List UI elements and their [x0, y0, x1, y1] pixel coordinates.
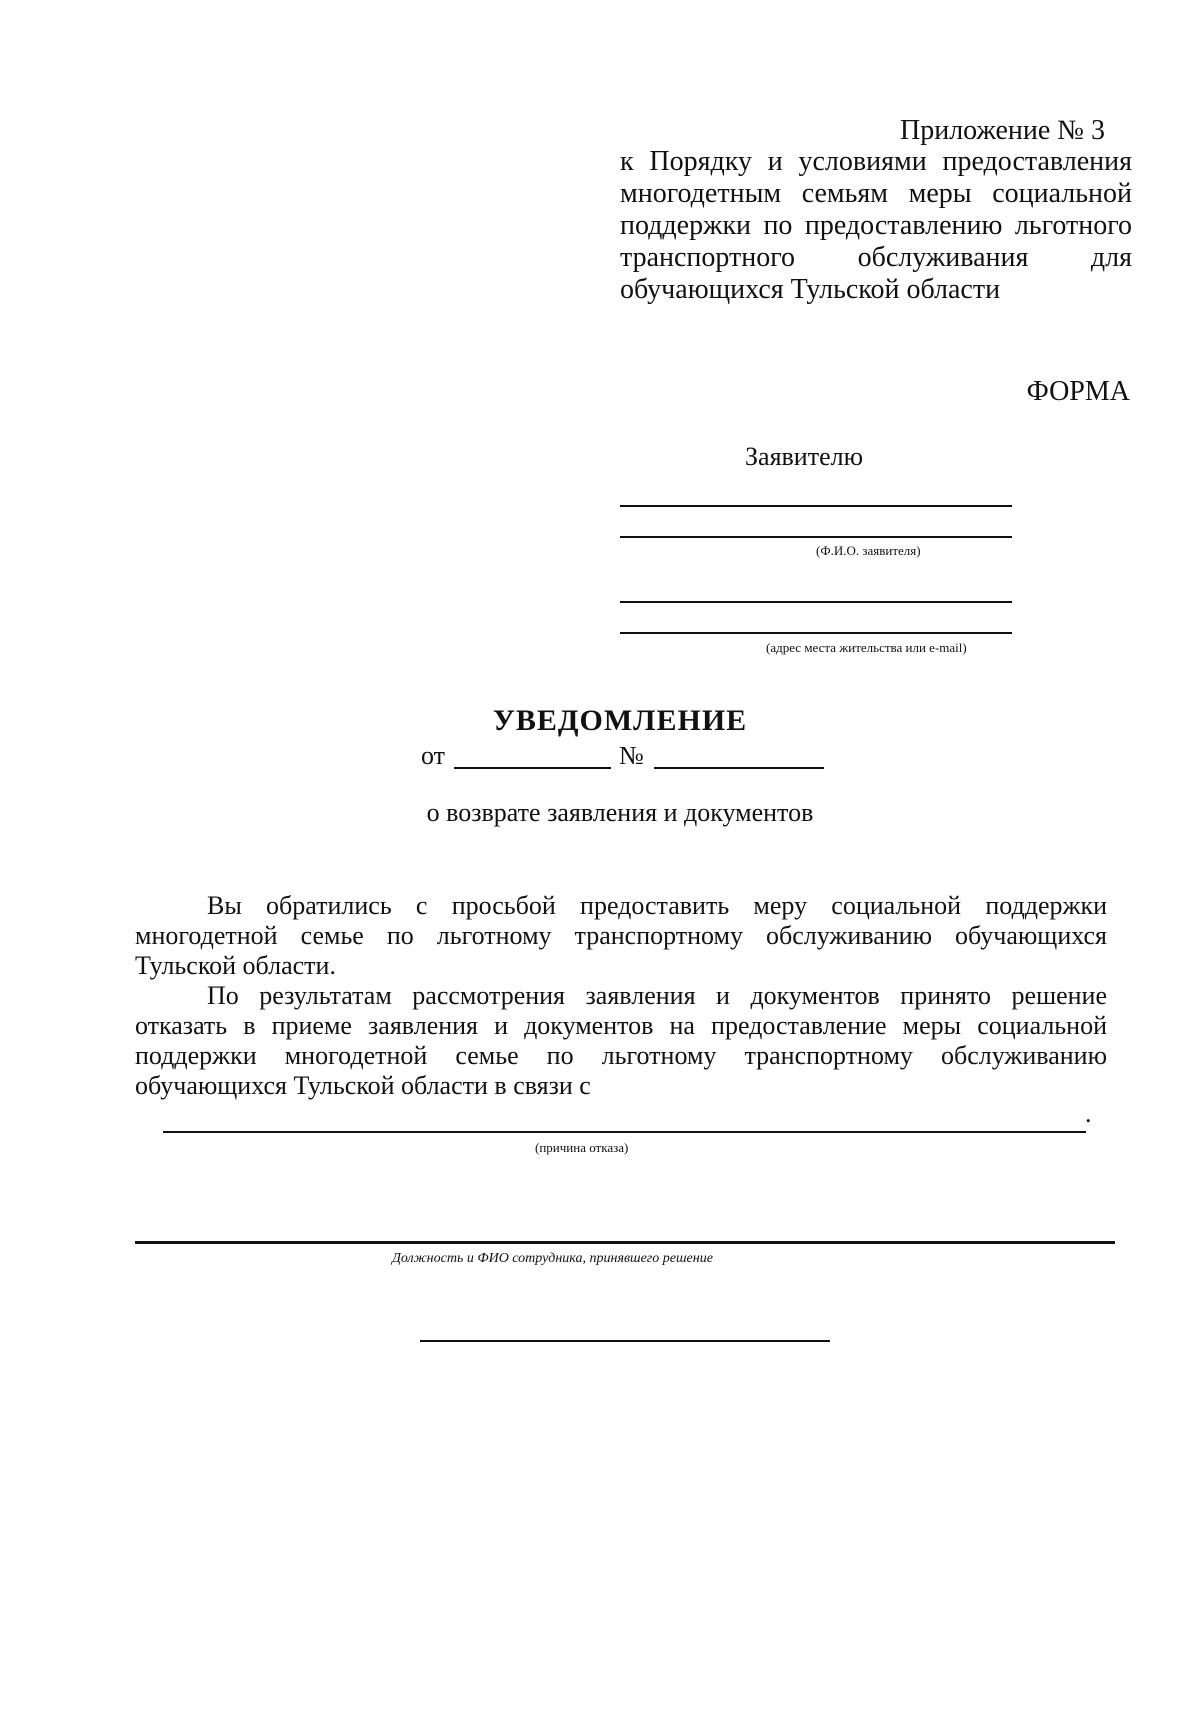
notice-body	[135, 891, 1107, 1101]
notice-subject: о возврате заявления и документов	[426, 798, 814, 827]
employee-position-caption: Должность и ФИО сотрудника, принявшего решение	[392, 1251, 713, 1266]
notice-number-label: №	[619, 741, 644, 770]
recipient-address-line-2[interactable]	[620, 632, 1012, 634]
address-caption: (адрес места жительства или e-mail)	[766, 640, 967, 655]
fio-caption: (Ф.И.О. заявителя)	[816, 543, 921, 558]
body-paragraph-1: Вы обратились с просьбой предоставить меру социальной поддержки многодетной семье по льготному транспортному обслуживанию обучающихся Тульской области.	[135, 891, 1107, 980]
notice-date-line[interactable]	[454, 767, 611, 769]
signature-line[interactable]	[420, 1340, 830, 1342]
recipient-label: Заявителю	[745, 442, 864, 471]
notice-number-line[interactable]	[654, 767, 824, 769]
body-paragraph-2: По результатам рассмотрения заявления и документов принято решение отказать в приеме заявления и документов на предоставление меры социальной поддержки многодетной семье по льготному транспортному обслуживанию обучающихся Тульской области в связи с	[135, 981, 1107, 1100]
reason-line[interactable]	[163, 1131, 1086, 1133]
recipient-name-line-2[interactable]	[620, 536, 1012, 538]
form-label: ФОРМА	[1026, 376, 1130, 407]
recipient-address-line-1[interactable]	[620, 601, 1012, 603]
annex-reference: к Порядку и условиями предоставления многодетным семьям меры социальной поддержки по предоставлению льготного транспортного обслуживания для обучающихся Тульской области	[620, 146, 1132, 305]
recipient-name-line-1[interactable]	[620, 505, 1012, 507]
reason-caption: (причина отказа)	[535, 1140, 629, 1155]
annex-number: Приложение № 3	[900, 115, 1105, 146]
employee-position-line[interactable]	[135, 1241, 1115, 1244]
notice-title: УВЕДОМЛЕНИЕ	[492, 704, 748, 737]
notice-from-label: от	[421, 741, 446, 770]
reason-period: .	[1085, 1099, 1092, 1128]
